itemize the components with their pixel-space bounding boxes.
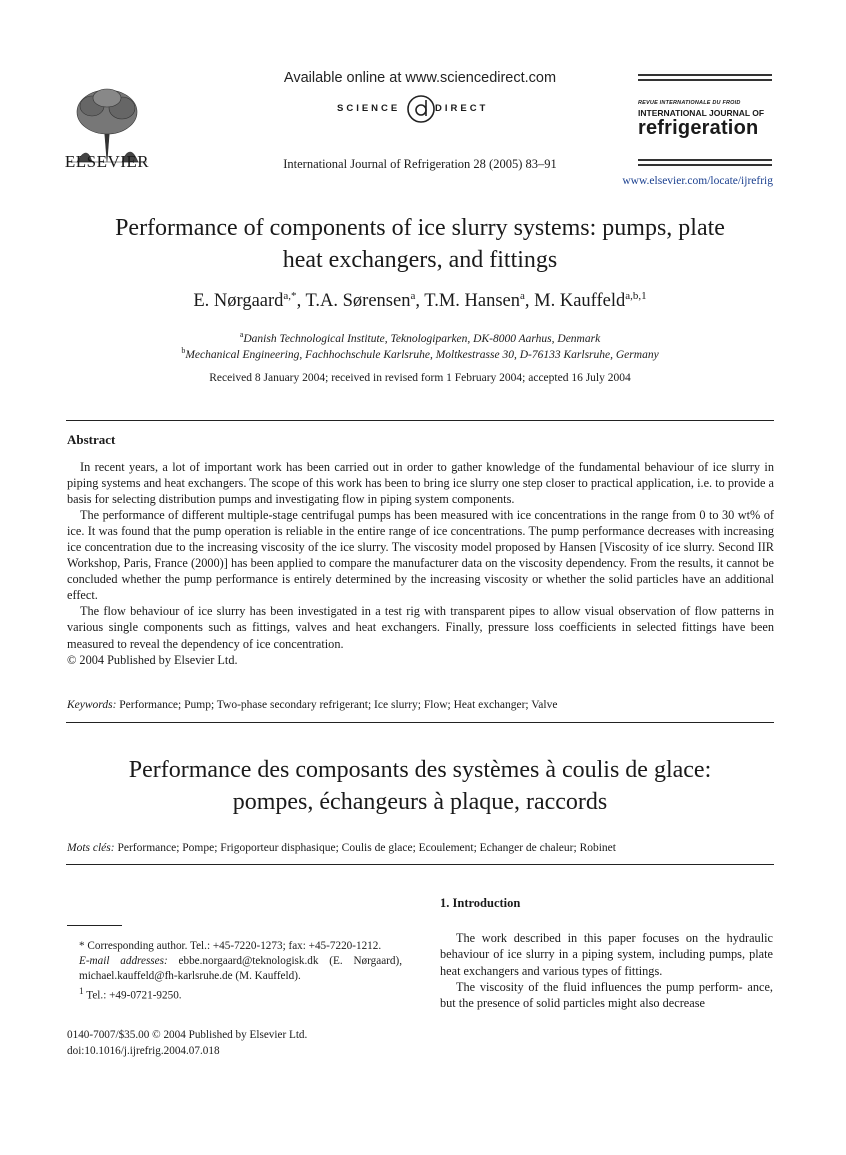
affiliation-text: Mechanical Engineering, Fachhochschule Karlsruhe, Moltkestrasse 30, D-76133 Karlsruhe, Germany [185,348,659,361]
article-title [60,212,780,276]
author-sup: a [410,290,416,302]
footnote-tel-text: Tel.: +49-0721-9250. [86,989,182,1002]
title-line-2: heat exchangers, and fittings [282,247,558,273]
sd-at-icon [406,94,436,124]
affiliation-sup: a [239,330,244,339]
abstract-paragraph: In recent years, a lot of important work has been carried out in order to gather knowledge of the fundamental behaviour of ice slurry in piping systems and heat exchangers. The scope of this work has been to bring ice slurry one step closer to practical application, i.e. to provide a basis for selecting distribution pumps and investigating flow in piping system components. [67,460,774,507]
affiliation-text: Danish Technological Institute, Teknologiparken, DK-8000 Aarhus, Denmark [243,332,601,345]
affiliation-a [60,330,780,345]
keywords [67,699,774,711]
sd-word-direct: DIRECT [435,103,489,114]
fr-title-line-2: pompes, échangeurs à plaque, raccords [232,789,608,815]
doi-line[interactable]: doi:10.1016/j.ijrefrig.2004.07.018 [67,1044,220,1057]
ijr-lines-top [638,74,772,84]
abstract-paragraph: The flow behaviour of ice slurry has been investigated in a test rig with transparent pipes to allow visual observation of flow patterns in various single components such as fittings, valves and heat exchangers. Finally, pressure loss coefficients in selected fittings have been measured to reveal the dependency of ice concentration. [67,604,774,651]
divider [66,864,774,865]
available-online-text: Available online at www.sciencedirect.com [283,70,557,86]
abstract-body [67,459,774,668]
fr-title-line-1: Performance des composants des systèmes à coulis de glace: [128,757,712,783]
author-sup: a [520,290,525,302]
abstract-paragraph: The performance of different multiple-stage centrifugal pumps has been measured with ice concentrations in the range from 0 to 30 wt% of ice. It was found that the pump operation is reliable in the entire range of ice concentrations. The pump performance decreases with increasing ice concentration due to the increasing viscosity of the ice slurry. The viscosity model proposed by Hansen [Viscosity of ice slurry. Second IIR Workshop, Paris, France (2000)] has been applied to compare the manufacturer data on the viscosity dependency. From the results, it cannot be concluded whether the pump performance is entirely determined by the increasing viscosity or whether the solid particles have an additional effect. [67,508,774,603]
footnotes [67,939,402,1004]
sd-word-science: SCIENCE [337,103,401,114]
author-name[interactable]: T.M. Hansen [424,291,521,312]
footnote-email [67,954,402,984]
publisher-name: ELSEVIER [64,152,150,171]
abstract-heading: Abstract [67,432,116,447]
section-heading-introduction: 1. Introduction [440,896,521,910]
author-name[interactable]: T.A. Sørensen [305,291,411,312]
french-title [60,754,780,818]
mots-cles [67,842,774,854]
ijr-journal-name: refrigeration [638,117,759,139]
footnote-sup: 1 [79,986,84,997]
keywords-label: Keywords: [67,699,117,711]
footnote-tel [67,985,402,1004]
copyright-line: © 2004 Published by Elsevier Ltd. [67,652,238,667]
email-addresses[interactable]: ebbe.norgaard@teknologisk.dk (E. Nørgaard), michael.kauffeld@fh-karlsruhe.de (M. Kauffeld). [79,955,403,983]
keywords-list: Performance; Pump; Two-phase secondary refrigerant; Ice slurry; Flow; Heat exchanger; Valve [119,699,558,711]
footnote-corresponding: * Corresponding author. Tel.: +45-7220-1273; fax: +45-7220-1212. [79,940,382,952]
email-label: E-mail addresses: [79,955,168,968]
author-list: E. Nørgaard$^{a,*}$, T.A. Sørensen$^a$, T.M. Hansen$^a$, M. Kauffeld$^{a,b,1}$ [193,290,647,312]
sciencedirect-logo [270,90,570,130]
mots-label: Mots clés: [67,842,115,854]
received-dates: Received 8 January 2004; received in revised form 1 February 2004; accepted 16 July 2004 [209,372,631,384]
author-sup: a,b,1 [625,290,647,302]
author-sup: a,* [283,290,297,302]
intro-paragraph: The work described in this paper focuses on the hydraulic behaviour of ice slurry in a piping system, including pumps, plate heat exchangers and various types of fittings. [440,931,773,978]
author-name[interactable]: E. Nørgaard [193,291,284,312]
journal-url-link[interactable]: www.elsevier.com/locate/ijrefrig [622,175,773,187]
title-line-1: Performance of components of ice slurry systems: pumps, plate [115,215,725,241]
mots-list: Performance; Pompe; Frigoporteur disphasique; Coulis de glace; Ecoulement; Echanger de chaleur; Robinet [117,842,616,854]
ijr-subtitle: INTERNATIONAL JOURNAL OF [638,108,765,118]
ijr-lines-bottom [638,159,772,169]
divider [66,420,774,421]
issn-line: 0140-7007/$35.00 © 2004 Published by Elsevier Ltd. [67,1029,308,1041]
footnote-rule [67,925,122,926]
affiliation-b [60,346,780,361]
ijr-subtitle-fr: REVUE INTERNATIONALE DU FROID [638,100,741,106]
author-name[interactable]: M. Kauffeld [534,291,626,312]
journal-citation: International Journal of Refrigeration 28 (2005) 83–91 [283,157,557,171]
intro-paragraph: The viscosity of the fluid influences the pump perform- ance, but the presence of solid particles might also decrease [440,979,773,1011]
issn-block [67,1028,407,1059]
introduction-body [440,930,773,1011]
divider [66,722,774,723]
affiliation-sup: b [181,346,186,355]
